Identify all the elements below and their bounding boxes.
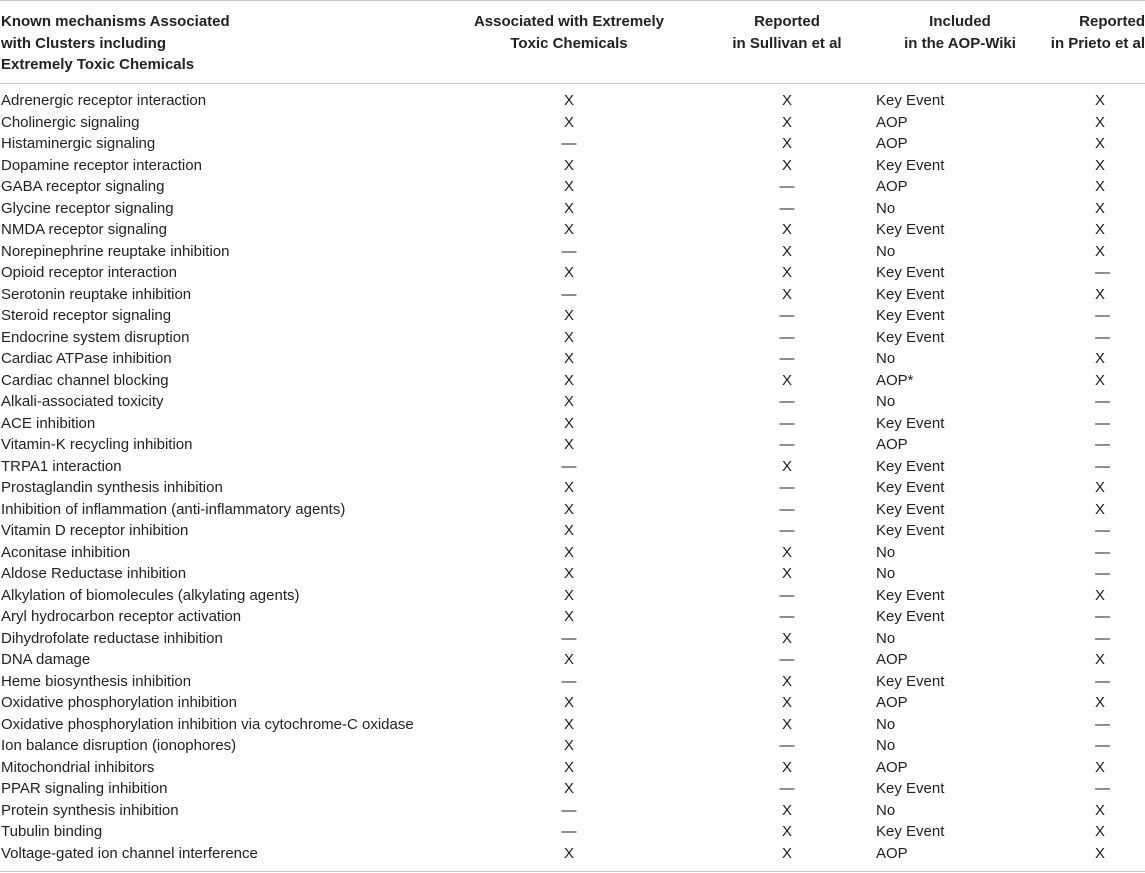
- cell-aop-wiki: No: [876, 629, 896, 647]
- cell-sullivan: X: [698, 843, 876, 872]
- table-row: [0, 219, 1145, 241]
- cell-prieto: —: [1095, 328, 1110, 346]
- cell-mechanism: Dopamine receptor interaction: [1, 156, 202, 174]
- cell-sullivan: —: [779, 479, 795, 496]
- cell-aop-wiki: Key Event: [876, 221, 945, 238]
- cell-mechanism: ACE inhibition: [1, 414, 96, 432]
- cell-associated: X: [563, 543, 574, 561]
- cell-associated: X: [563, 264, 574, 281]
- cell-aop-wiki: Key Event: [876, 264, 945, 281]
- cell-associated: X: [440, 843, 698, 872]
- cell-associated: X: [563, 199, 574, 217]
- table-row: [0, 714, 1145, 736]
- table-row: [0, 821, 1145, 843]
- cell-aop-wiki: No: [876, 543, 896, 561]
- cell-mechanism: Cardiac ATPase inhibition: [1, 350, 172, 367]
- table-row: [0, 391, 1145, 413]
- cell-prieto: X: [1095, 113, 1106, 131]
- cell-sullivan: —: [779, 586, 795, 604]
- table-row: [0, 499, 1145, 521]
- cell-prieto: X: [1095, 135, 1106, 152]
- cell-aop-wiki: Key Event: [876, 823, 945, 840]
- cell-mechanism: Heme biosynthesis inhibition: [1, 672, 192, 690]
- table-header: [0, 1, 1145, 84]
- cell-sullivan: —: [779, 178, 795, 195]
- cell-prieto: —: [1095, 715, 1110, 733]
- cell-mechanism: Voltage-gated ion channel interference: [0, 843, 440, 872]
- table-row: [0, 563, 1145, 585]
- cell-aop-wiki: No: [876, 242, 896, 260]
- cell-aop-wiki: AOP: [876, 651, 908, 668]
- cell-associated: X: [563, 737, 574, 754]
- cell-associated: X: [563, 780, 574, 797]
- cell-sullivan: X: [781, 758, 792, 776]
- cell-prieto: X: [1095, 350, 1106, 367]
- cell-prieto: —: [1095, 780, 1110, 797]
- header-row: [0, 1, 1145, 84]
- cell-aop-wiki: No: [876, 199, 896, 217]
- table-row: [0, 133, 1145, 155]
- cell-associated: X: [563, 586, 574, 604]
- cell-mechanism: PPAR signaling inhibition: [1, 780, 168, 797]
- table-row: [0, 477, 1145, 499]
- cell-sullivan: —: [779, 393, 795, 410]
- cell-sullivan: X: [781, 156, 792, 174]
- cell-aop-wiki: AOP: [876, 758, 908, 776]
- cell-sullivan: X: [781, 371, 792, 389]
- cell-associated: X: [563, 350, 574, 367]
- table-row: [0, 155, 1145, 177]
- table-row: [0, 84, 1145, 112]
- cell-aop-wiki: No: [876, 565, 896, 582]
- cell-prieto: —: [1095, 522, 1110, 539]
- table-row: [0, 241, 1145, 263]
- cell-prieto: X: [1095, 500, 1106, 518]
- cell-associated: —: [561, 135, 577, 152]
- cell-prieto: X: [1095, 479, 1106, 496]
- cell-aop-wiki: Key Event: [876, 608, 945, 625]
- cell-prieto: X: [1095, 92, 1106, 109]
- cell-sullivan: X: [781, 694, 792, 711]
- cell-associated: —: [561, 457, 577, 475]
- cell-sullivan: X: [781, 135, 792, 152]
- cell-prieto: —: [1095, 672, 1110, 690]
- cell-sullivan: —: [779, 500, 795, 518]
- cell-mechanism: Cholinergic signaling: [1, 113, 140, 131]
- cell-aop-wiki: No: [876, 393, 896, 410]
- header-sullivan: Reported in Sullivan et al: [698, 1, 876, 84]
- cell-sullivan: —: [779, 350, 795, 367]
- cell-sullivan: X: [781, 543, 792, 561]
- cell-sullivan: —: [779, 651, 795, 668]
- table-row: [0, 585, 1145, 607]
- cell-prieto: —: [1095, 393, 1110, 410]
- cell-prieto: —: [1095, 436, 1110, 453]
- cell-mechanism: Steroid receptor signaling: [1, 307, 172, 324]
- table-row: [0, 112, 1145, 134]
- table-row: [0, 456, 1145, 478]
- cell-mechanism: Prostaglandin synthesis inhibition: [1, 479, 223, 496]
- table-row: [0, 606, 1145, 628]
- cell-sullivan: X: [781, 801, 792, 819]
- cell-associated: X: [563, 500, 574, 518]
- cell-prieto: —: [1095, 414, 1110, 432]
- cell-sullivan: —: [779, 307, 795, 324]
- cell-sullivan: —: [779, 522, 795, 539]
- table-row: [0, 370, 1145, 392]
- cell-aop-wiki: Key Event: [876, 457, 945, 475]
- header-prieto: Reported in Prieto et al: [1044, 1, 1145, 84]
- cell-associated: X: [563, 328, 574, 346]
- cell-sullivan: —: [779, 436, 795, 453]
- cell-mechanism: Endocrine system disruption: [1, 328, 190, 346]
- cell-prieto: X: [1095, 651, 1106, 668]
- cell-sullivan: —: [779, 328, 795, 346]
- cell-sullivan: X: [781, 221, 792, 238]
- cell-mechanism: Ion balance disruption (ionophores): [1, 737, 237, 754]
- table-row: [0, 757, 1145, 779]
- cell-mechanism: Oxidative phosphorylation inhibition: [1, 694, 237, 711]
- table-row: [0, 305, 1145, 327]
- table-row: [0, 735, 1145, 757]
- cell-mechanism: Norepinephrine reuptake inhibition: [1, 242, 230, 260]
- cell-prieto: —: [1095, 543, 1110, 561]
- cell-mechanism: Aldose Reductase inhibition: [1, 565, 187, 582]
- table-row: [0, 671, 1145, 693]
- table-row: [0, 284, 1145, 306]
- cell-associated: X: [563, 608, 574, 625]
- cell-mechanism: Alkali-associated toxicity: [1, 393, 164, 410]
- cell-aop-wiki: Key Event: [876, 672, 945, 690]
- cell-prieto: —: [1095, 307, 1110, 324]
- cell-associated: X: [563, 758, 574, 776]
- cell-prieto: X: [1095, 694, 1106, 711]
- cell-mechanism: Opioid receptor interaction: [1, 264, 177, 281]
- cell-aop-wiki: AOP: [876, 436, 908, 453]
- cell-sullivan: X: [781, 715, 792, 733]
- cell-associated: X: [563, 651, 574, 668]
- cell-sullivan: X: [781, 113, 792, 131]
- cell-sullivan: X: [781, 565, 792, 582]
- cell-sullivan: X: [781, 672, 792, 690]
- cell-sullivan: —: [779, 780, 795, 797]
- cell-mechanism: Protein synthesis inhibition: [1, 801, 179, 819]
- cell-sullivan: X: [781, 264, 792, 281]
- cell-mechanism: Glycine receptor signaling: [1, 199, 174, 217]
- cell-prieto: X: [1095, 371, 1106, 389]
- cell-aop-wiki: AOP: [876, 178, 908, 195]
- table-row: [0, 800, 1145, 822]
- table-row: [0, 628, 1145, 650]
- cell-aop-wiki: Key Event: [876, 500, 945, 518]
- table-body: [0, 84, 1145, 872]
- cell-prieto: —: [1095, 608, 1110, 625]
- cell-prieto: X: [1095, 801, 1106, 819]
- cell-sullivan: —: [779, 737, 795, 754]
- cell-mechanism: Tubulin binding: [1, 823, 103, 840]
- cell-associated: X: [563, 156, 574, 174]
- cell-aop-wiki: Key Event: [876, 328, 945, 346]
- cell-prieto: X: [1095, 178, 1106, 195]
- cell-associated: X: [563, 414, 574, 432]
- cell-sullivan: X: [781, 242, 792, 260]
- cell-prieto: X: [1044, 843, 1145, 872]
- cell-associated: X: [563, 522, 574, 539]
- cell-associated: —: [561, 629, 577, 647]
- cell-aop-wiki: AOP: [876, 113, 908, 131]
- cell-aop-wiki: AOP*: [876, 371, 914, 389]
- cell-sullivan: —: [779, 199, 795, 217]
- table-row: [0, 520, 1145, 542]
- cell-aop-wiki: Key Event: [876, 156, 945, 174]
- cell-mechanism: Aryl hydrocarbon receptor activation: [1, 608, 242, 625]
- table-row: [0, 778, 1145, 800]
- table-row: [0, 843, 1145, 872]
- cell-aop-wiki: No: [876, 737, 896, 754]
- cell-associated: X: [563, 479, 574, 496]
- cell-prieto: —: [1095, 629, 1110, 647]
- cell-mechanism: Mitochondrial inhibitors: [1, 758, 155, 776]
- table-row: [0, 434, 1145, 456]
- cell-aop-wiki: AOP: [876, 843, 1044, 872]
- cell-mechanism: Vitamin D receptor inhibition: [1, 522, 189, 539]
- cell-mechanism: Oxidative phosphorylation inhibition via cytochrome-C oxidase: [1, 715, 414, 733]
- table-row: [0, 262, 1145, 284]
- cell-aop-wiki: Key Event: [876, 522, 945, 539]
- cell-prieto: X: [1095, 586, 1106, 604]
- cell-mechanism: Inhibition of inflammation (anti-inflammatory agents): [1, 500, 346, 518]
- cell-mechanism: Histaminergic signaling: [1, 135, 156, 152]
- cell-prieto: X: [1095, 199, 1106, 217]
- cell-sullivan: X: [781, 92, 792, 109]
- cell-associated: —: [561, 242, 577, 260]
- header-associated: Associated with Extremely Toxic Chemicals: [440, 1, 698, 84]
- cell-sullivan: X: [781, 823, 792, 840]
- cell-prieto: —: [1095, 737, 1110, 754]
- cell-associated: X: [563, 371, 574, 389]
- cell-mechanism: Alkylation of biomolecules (alkylating agents): [1, 586, 300, 604]
- cell-aop-wiki: Key Event: [876, 586, 945, 604]
- cell-mechanism: TRPA1 interaction: [1, 457, 122, 475]
- table-row: [0, 413, 1145, 435]
- table-row: [0, 649, 1145, 671]
- cell-prieto: X: [1095, 285, 1106, 303]
- cell-mechanism: Cardiac channel blocking: [1, 371, 169, 389]
- cell-mechanism: Serotonin reuptake inhibition: [1, 285, 192, 303]
- header-aop-wiki: Included in the AOP-Wiki: [876, 1, 1044, 84]
- cell-sullivan: —: [779, 608, 795, 625]
- table-row: [0, 198, 1145, 220]
- cell-prieto: —: [1095, 264, 1110, 281]
- cell-prieto: —: [1095, 457, 1110, 475]
- cell-associated: —: [561, 672, 577, 690]
- cell-aop-wiki: Key Event: [876, 414, 945, 432]
- cell-associated: —: [561, 285, 577, 303]
- cell-associated: —: [561, 823, 577, 840]
- cell-prieto: X: [1095, 242, 1106, 260]
- cell-mechanism: NMDA receptor signaling: [1, 221, 167, 238]
- cell-associated: —: [561, 801, 577, 819]
- cell-aop-wiki: Key Event: [876, 285, 945, 303]
- table-row: [0, 692, 1145, 714]
- cell-associated: X: [563, 436, 574, 453]
- cell-mechanism: Adrenergic receptor interaction: [1, 92, 207, 109]
- header-mechanism: Known mechanisms Associated with Clusters including Extremely Toxic Chemicals: [0, 1, 440, 84]
- cell-prieto: X: [1095, 823, 1106, 840]
- cell-aop-wiki: No: [876, 715, 896, 733]
- table-row: [0, 176, 1145, 198]
- cell-aop-wiki: Key Event: [876, 307, 945, 324]
- table-row: [0, 348, 1145, 370]
- cell-aop-wiki: Key Event: [876, 780, 945, 797]
- cell-aop-wiki: AOP: [876, 694, 908, 711]
- cell-aop-wiki: Key Event: [876, 479, 945, 496]
- cell-aop-wiki: No: [876, 801, 896, 819]
- cell-sullivan: X: [781, 629, 792, 647]
- table-row: [0, 542, 1145, 564]
- cell-prieto: X: [1095, 758, 1106, 776]
- cell-sullivan: —: [779, 414, 795, 432]
- cell-associated: X: [563, 393, 574, 410]
- cell-associated: X: [563, 715, 574, 733]
- cell-associated: X: [563, 565, 574, 582]
- cell-associated: X: [563, 694, 574, 711]
- table-row: [0, 327, 1145, 349]
- cell-associated: X: [563, 307, 574, 324]
- cell-sullivan: X: [781, 285, 792, 303]
- cell-associated: X: [563, 113, 574, 131]
- cell-aop-wiki: AOP: [876, 135, 908, 152]
- cell-mechanism: Aconitase inhibition: [1, 543, 131, 561]
- cell-sullivan: X: [781, 457, 792, 475]
- cell-mechanism: DNA damage: [1, 651, 91, 668]
- cell-mechanism: Vitamin-K recycling inhibition: [1, 436, 193, 453]
- cell-prieto: —: [1095, 565, 1110, 582]
- cell-associated: X: [563, 178, 574, 195]
- cell-aop-wiki: Key Event: [876, 92, 945, 109]
- cell-aop-wiki: No: [876, 350, 896, 367]
- cell-mechanism: GABA receptor signaling: [1, 178, 165, 195]
- cell-prieto: X: [1095, 221, 1106, 238]
- cell-prieto: X: [1095, 156, 1106, 174]
- cell-associated: X: [563, 92, 574, 109]
- cell-associated: X: [563, 221, 574, 238]
- cell-mechanism: Dihydrofolate reductase inhibition: [1, 629, 223, 647]
